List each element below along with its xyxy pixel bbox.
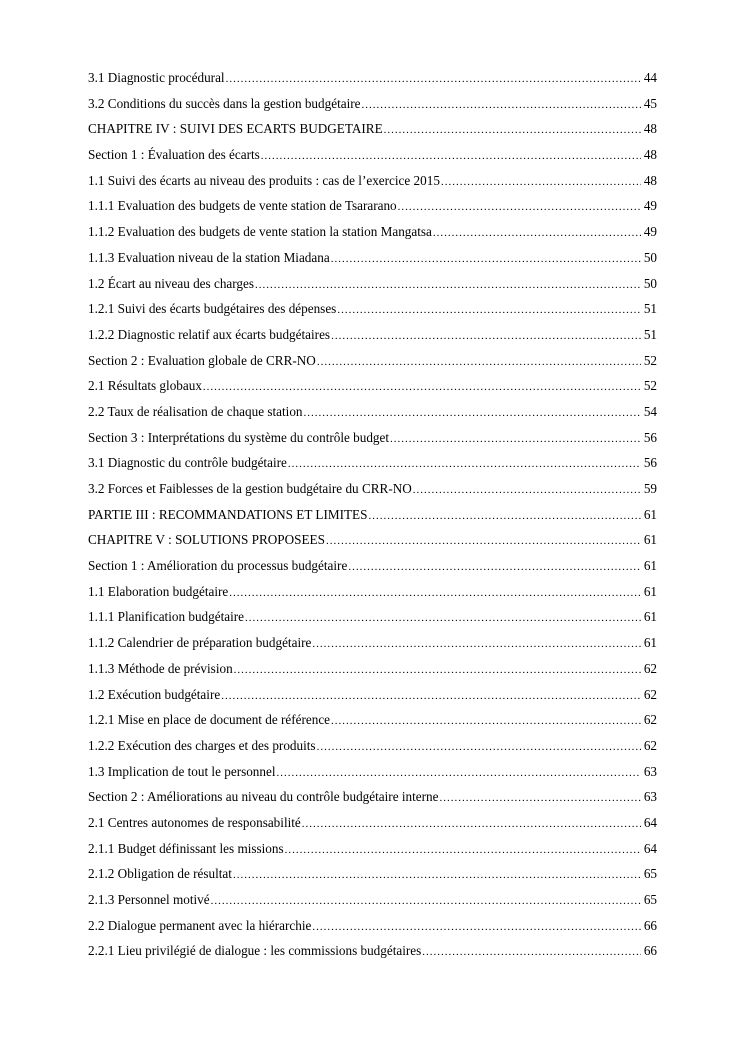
- toc-entry[interactable]: [88, 322, 657, 348]
- toc-entry[interactable]: [88, 579, 657, 605]
- toc-entry[interactable]: [88, 733, 657, 759]
- toc-entry-page-number: 54: [643, 403, 657, 419]
- toc-entry[interactable]: [88, 348, 657, 374]
- toc-entry[interactable]: [88, 450, 657, 476]
- toc-entry-page-number: 65: [643, 892, 657, 907]
- toc-entry-title: Section 2 : Améliorations au niveau du contrôle budgétaire interne: [88, 789, 439, 805]
- toc-entry-page-number: 62: [643, 712, 657, 728]
- toc-entry[interactable]: [88, 527, 657, 553]
- toc-entry-page-number: 52: [643, 352, 657, 368]
- toc-entry-title: 2.2.1 Lieu privilégié de dialogue : les commissions budgétaires: [88, 943, 422, 959]
- dot-leader: [221, 684, 641, 708]
- dot-leader: [312, 915, 641, 939]
- toc-entry-title: 3.1 Diagnostic procédural: [88, 70, 225, 85]
- dot-leader: [384, 118, 641, 142]
- toc-entry[interactable]: [88, 271, 657, 297]
- toc-entry[interactable]: [88, 784, 657, 810]
- dot-leader: [285, 838, 641, 862]
- toc-entry-title: 2.1.2 Obligation de résultat: [88, 866, 232, 882]
- dot-leader: [234, 658, 641, 682]
- toc-entry[interactable]: [88, 399, 657, 425]
- dot-leader: [331, 324, 641, 348]
- dot-leader: [312, 632, 641, 656]
- toc-entry-page-number: 61: [643, 635, 657, 651]
- toc-entry-page-number: 48: [643, 121, 657, 137]
- toc-entry[interactable]: [88, 913, 657, 939]
- dot-leader: [304, 401, 641, 425]
- toc-entry-page-number: 61: [643, 609, 657, 625]
- toc-entry[interactable]: [88, 425, 657, 451]
- toc-entry-page-number: 48: [643, 172, 657, 188]
- dot-leader: [413, 478, 641, 502]
- toc-entry-page-number: 51: [643, 301, 657, 317]
- toc-entry-title: Section 2 : Evaluation globale de CRR-NO: [88, 352, 316, 368]
- toc-entry-title: 1.2.2 Diagnostic relatif aux écarts budgétaires: [88, 326, 331, 342]
- toc-entry-page-number: 62: [643, 660, 657, 676]
- toc-entry[interactable]: [88, 168, 657, 194]
- toc-entry[interactable]: [88, 373, 657, 399]
- dot-leader: [302, 812, 641, 836]
- toc-entry-page-number: 63: [643, 763, 657, 779]
- toc-entry[interactable]: [88, 938, 657, 964]
- toc-entry-page-number: 49: [643, 224, 657, 240]
- dot-leader: [317, 735, 641, 759]
- toc-entry-page-number: 50: [643, 275, 657, 291]
- toc-entry-page-number: 64: [643, 840, 657, 856]
- toc-entry-page-number: 62: [643, 686, 657, 702]
- toc-entry-title: CHAPITRE IV : SUIVI DES ECARTS BUDGETAIRE: [88, 121, 383, 137]
- toc-entry-title: 1.1.2 Evaluation des budgets de vente station la station Mangatsa: [88, 224, 432, 240]
- toc-entry[interactable]: [88, 296, 657, 322]
- toc-entry-page-number: 61: [643, 506, 657, 522]
- dot-leader: [433, 221, 641, 245]
- table-of-contents: [88, 65, 657, 964]
- toc-entry-title: Section 3 : Interprétations du système du contrôle budget: [88, 429, 390, 445]
- toc-entry-title: 2.2 Dialogue permanent avec la hiérarchie: [88, 917, 312, 933]
- toc-entry-title: 1.1.3 Evaluation niveau de la station Miadana: [88, 249, 330, 265]
- dot-leader: [203, 375, 641, 399]
- dot-leader: [245, 606, 641, 630]
- dot-leader: [439, 786, 641, 810]
- toc-entry-title: 1.3 Implication de tout le personnel: [88, 763, 276, 779]
- toc-entry-title: 1.1.1 Evaluation des budgets de vente station de Tsararano: [88, 198, 397, 214]
- toc-entry-page-number: 65: [643, 866, 657, 882]
- toc-entry[interactable]: [88, 810, 657, 836]
- dot-leader: [331, 247, 641, 271]
- toc-entry-page-number: 64: [643, 814, 657, 830]
- toc-entry[interactable]: [88, 759, 657, 785]
- dot-leader: [317, 350, 641, 374]
- dot-leader: [211, 889, 641, 913]
- toc-entry[interactable]: [88, 116, 657, 142]
- toc-entry[interactable]: [88, 656, 657, 682]
- toc-entry[interactable]: [88, 630, 657, 656]
- toc-entry-title: 2.1 Centres autonomes de responsabilité: [88, 814, 301, 830]
- toc-entry[interactable]: [88, 142, 657, 168]
- toc-entry-title: 1.1.1 Planification budgétaire: [88, 609, 245, 625]
- toc-entry-page-number: 56: [643, 455, 657, 471]
- toc-entry-title: Section 1 : Amélioration du processus budgétaire: [88, 558, 348, 574]
- toc-entry-title: 1.2.1 Mise en place de document de référence: [88, 712, 331, 728]
- toc-entry-page-number: 59: [643, 481, 657, 496]
- dot-leader: [422, 940, 641, 964]
- dot-leader: [337, 298, 641, 322]
- toc-entry-title: 2.1.1 Budget définissant les missions: [88, 840, 284, 856]
- toc-entry-title: 3.1 Diagnostic du contrôle budgétaire: [88, 455, 287, 471]
- dot-leader: [390, 427, 641, 451]
- toc-entry[interactable]: [88, 707, 657, 733]
- toc-entry-title: CHAPITRE V : SOLUTIONS PROPOSEES: [88, 532, 325, 548]
- toc-entry[interactable]: [88, 65, 657, 91]
- toc-entry-page-number: 44: [643, 70, 657, 85]
- toc-entry-page-number: 61: [643, 558, 657, 574]
- toc-entry-page-number: 51: [643, 326, 657, 342]
- toc-entry-title: 2.1 Résultats globaux: [88, 378, 202, 394]
- toc-entry-page-number: 61: [643, 583, 657, 599]
- toc-entry[interactable]: [88, 219, 657, 245]
- toc-entry-title: 1.2 Exécution budgétaire: [88, 686, 221, 702]
- dot-leader: [255, 273, 641, 297]
- dot-leader: [261, 144, 641, 168]
- toc-entry-page-number: 62: [643, 737, 657, 753]
- toc-entry-page-number: 66: [643, 917, 657, 933]
- toc-entry-title: 2.1.3 Personnel motivé: [88, 892, 210, 907]
- toc-entry[interactable]: [88, 861, 657, 887]
- dot-leader: [233, 863, 641, 887]
- dot-leader: [398, 195, 641, 219]
- toc-entry-title: 2.2 Taux de réalisation de chaque station: [88, 403, 303, 419]
- toc-entry-title: Section 1 : Évaluation des écarts: [88, 147, 260, 163]
- dot-leader: [362, 93, 642, 117]
- dot-leader: [288, 452, 641, 476]
- toc-entry-title: 1.1 Suivi des écarts au niveau des produits : cas de l’exercice 2015: [88, 172, 440, 188]
- toc-entry-page-number: 48: [643, 147, 657, 163]
- dot-leader: [331, 709, 641, 733]
- dot-leader: [326, 529, 641, 553]
- toc-entry[interactable]: [88, 604, 657, 630]
- toc-entry[interactable]: [88, 476, 657, 502]
- toc-entry-title: 3.2 Forces et Faiblesses de la gestion budgétaire du CRR-NO: [88, 481, 412, 496]
- toc-entry-title: 1.1.3 Méthode de prévision: [88, 660, 233, 676]
- toc-entry-page-number: 49: [643, 198, 657, 214]
- dot-leader: [368, 504, 641, 528]
- toc-entry-page-number: 61: [643, 532, 657, 548]
- toc-entry-title: PARTIE III : RECOMMANDATIONS ET LIMITES: [88, 506, 368, 522]
- toc-entry-page-number: 66: [643, 943, 657, 959]
- toc-entry[interactable]: [88, 836, 657, 862]
- dot-leader: [441, 170, 641, 194]
- toc-entry[interactable]: [88, 91, 657, 117]
- toc-entry[interactable]: [88, 553, 657, 579]
- toc-entry-title: 1.2.1 Suivi des écarts budgétaires des dépenses: [88, 301, 337, 317]
- toc-entry-page-number: 63: [643, 789, 657, 805]
- toc-entry-title: 3.2 Conditions du succès dans la gestion budgétaire: [88, 95, 361, 111]
- toc-entry[interactable]: [88, 887, 657, 913]
- dot-leader: [277, 761, 641, 785]
- toc-entry-title: 1.1 Elaboration budgétaire: [88, 583, 229, 599]
- toc-entry-page-number: 56: [643, 429, 657, 445]
- toc-entry-title: 1.2 Écart au niveau des charges: [88, 275, 254, 291]
- toc-entry-title: 1.1.2 Calendrier de préparation budgétaire: [88, 635, 312, 651]
- toc-entry-page-number: 50: [643, 249, 657, 265]
- dot-leader: [348, 555, 641, 579]
- toc-entry[interactable]: [88, 502, 657, 528]
- toc-entry-title: 1.2.2 Exécution des charges et des produits: [88, 737, 316, 753]
- dot-leader: [229, 581, 641, 605]
- toc-entry[interactable]: [88, 245, 657, 271]
- toc-entry-page-number: 52: [643, 378, 657, 394]
- toc-entry[interactable]: [88, 682, 657, 708]
- toc-entry-page-number: 45: [643, 95, 657, 111]
- toc-entry[interactable]: [88, 193, 657, 219]
- dot-leader: [226, 67, 641, 91]
